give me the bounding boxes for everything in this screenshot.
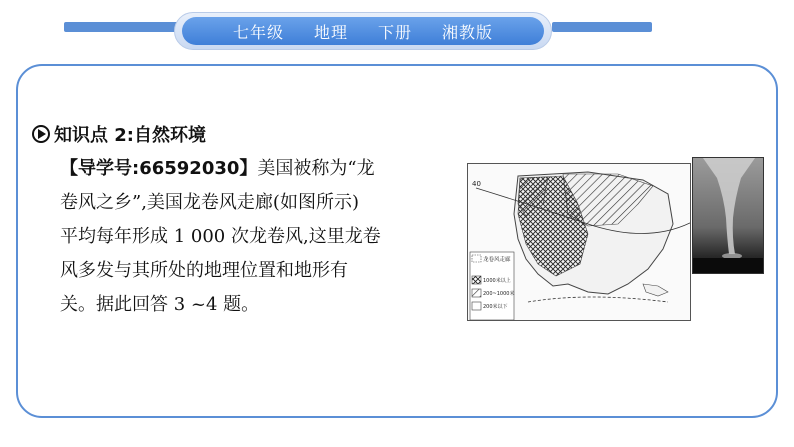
guide-number: 【导学号:66592030】 [60, 158, 258, 179]
map-svg [468, 164, 691, 321]
question-text [60, 152, 462, 322]
text-line-2: 卷风之乡”,美国龙卷风走廊(如图所示) [60, 192, 359, 213]
tornado-alley-map [467, 163, 691, 321]
text-line-1-rest: 美国被称为“龙 [257, 158, 375, 179]
legend-item-mid: 200~1000米 [483, 291, 515, 297]
text-line-3: 平均每年形成 1 000 次龙卷风,这里龙卷 [60, 226, 381, 247]
text-line-1 [60, 152, 462, 186]
knowledge-point-heading [32, 121, 206, 147]
header-nav [182, 17, 544, 45]
tornado-photo [692, 157, 764, 274]
legend-title: 龙卷风走廊 [483, 257, 511, 263]
knowledge-point-title: 知识点 2:自然环境 [54, 125, 206, 146]
map-legend [470, 252, 514, 320]
header-item-publisher: 湘教版 [442, 22, 494, 42]
header-item-grade: 七年级 [232, 22, 284, 42]
latitude-label: 40 [472, 180, 481, 188]
legend-item-high: 1000米以上 [483, 278, 511, 284]
text-line-4: 风多发与其所处的地理位置和地形有 [60, 260, 348, 281]
header-bar-right [552, 22, 652, 32]
legend-item-low: 200米以下 [483, 304, 508, 310]
header-item-subject: 地理 [313, 22, 348, 42]
text-line-5: 关。据此回答 3 ~4 题。 [60, 294, 260, 315]
header-bar-left [64, 22, 184, 32]
play-icon [32, 125, 50, 143]
header-item-volume: 下册 [378, 22, 413, 42]
tornado-funnel-graphic [693, 158, 764, 274]
